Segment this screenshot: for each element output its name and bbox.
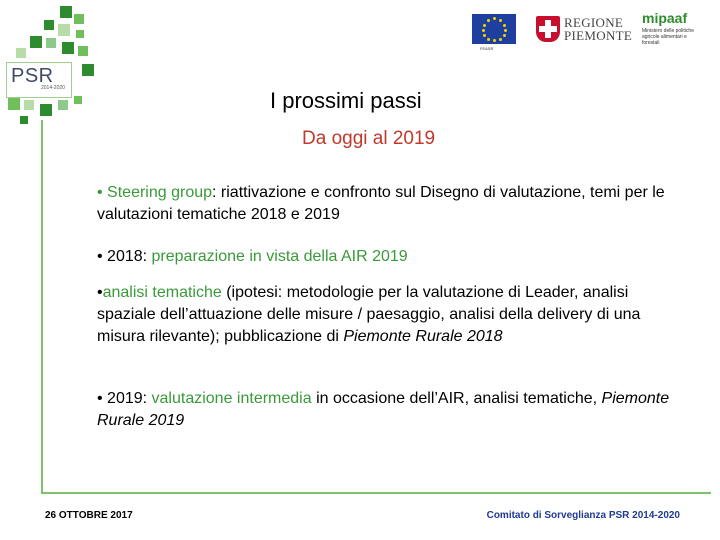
regione-line2: PIEMONTE (564, 28, 633, 43)
mosaic-square (20, 116, 28, 124)
slide-subtitle: Da oggi al 2019 (302, 128, 436, 149)
mipaaf-subtitle: Ministero delle politiche agricole alimentari e forestali (642, 28, 694, 46)
mosaic-square (60, 6, 72, 18)
bullet-3-part-4: Piemonte Rurale 2018 (343, 328, 503, 345)
bullet-2-part-2: preparazione in vista della AIR 2019 (151, 248, 408, 265)
mosaic-square (46, 38, 56, 48)
mosaic-square (62, 42, 74, 54)
bullet-4-part-4: Piemonte Rurale 2019 (97, 390, 670, 429)
mosaic-square (58, 100, 68, 110)
bullet-4-part-1: • 2019: (97, 390, 152, 407)
bullet-1-part-1: • Steering group (97, 184, 213, 201)
mosaic-square (24, 100, 34, 110)
footer-committee: Comitato di Sorveglianza PSR 2014-2020 (486, 510, 680, 521)
psr-label-box (6, 62, 72, 98)
bullet-4-part-3: in occasione dell’AIR, analisi tematiche, (311, 390, 602, 407)
mosaic-square (8, 98, 20, 110)
eu-flag-icon (472, 14, 516, 44)
mosaic-square (78, 46, 88, 56)
mosaic-square (82, 64, 94, 76)
psr-logo (0, 0, 100, 125)
bullet-1 (97, 182, 677, 226)
mosaic-square (76, 30, 84, 38)
slide-title: I prossimi passi (270, 88, 422, 113)
bullet-4-part-2: valutazione intermedia (151, 390, 312, 407)
mosaic-square (44, 20, 54, 30)
bullet-3-part-1: • (97, 284, 103, 301)
frame-horizontal-line (41, 492, 711, 494)
mosaic-square (40, 104, 52, 116)
psr-logo-years: 2014-2020 (41, 85, 65, 91)
bullet-3 (97, 282, 677, 348)
regione-cross (539, 26, 557, 32)
mipaaf-logo: mipaaf (642, 10, 688, 26)
mosaic-square (74, 96, 82, 104)
psr-logo-text: PSR (11, 65, 54, 87)
bullet-4 (97, 388, 677, 432)
regione-line1: REGIONE (564, 15, 624, 30)
mosaic-square (30, 36, 42, 48)
bullet-3-part-2: analisi tematiche (102, 284, 222, 301)
bullet-2-part-1: • 2018: (97, 248, 152, 265)
mosaic-square (16, 48, 26, 58)
mosaic-square (74, 14, 84, 24)
mosaic-square (58, 24, 70, 36)
regione-logo-text (564, 16, 632, 42)
bullet-1-part-2: : riattivazione e confronto sul Disegno di valutazione, temi per le valutazioni tematiche 2018 e 2019 (97, 184, 665, 223)
bullet-2 (97, 246, 677, 268)
footer-date: 26 OTTOBRE 2017 (45, 510, 133, 521)
eu-caption: FEASR (480, 46, 494, 51)
bullet-3-part-3: (ipotesi: metodologie per la valutazione di Leader, analisi spaziale dell’attuazione delle misure / paesaggio, analisi della delivery di una misura rilevante); pubblicazione di (97, 284, 641, 345)
frame-vertical-line (41, 120, 43, 492)
